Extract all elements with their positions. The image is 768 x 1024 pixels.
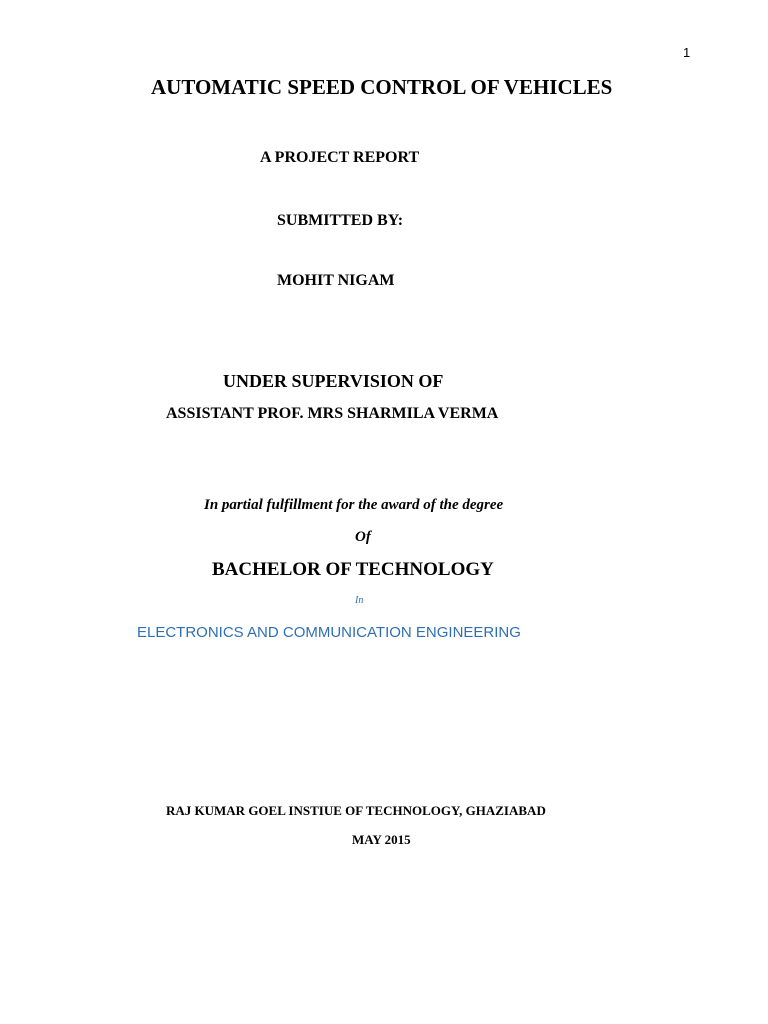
submitted-by-label: SUBMITTED BY: [277, 212, 404, 229]
report-type: A PROJECT REPORT [260, 149, 420, 166]
degree-name: BACHELOR OF TECHNOLOGY [212, 559, 494, 580]
submission-date: MAY 2015 [352, 832, 411, 847]
of-connector: Of [355, 529, 371, 545]
in-connector: In [355, 595, 364, 606]
page-number: 1 [683, 45, 691, 60]
report-title: AUTOMATIC SPEED CONTROL OF VEHICLES [151, 75, 613, 99]
supervision-label: UNDER SUPERVISION OF [223, 371, 444, 391]
branch-name: ELECTRONICS AND COMMUNICATION ENGINEERING [137, 624, 521, 641]
institute-name: RAJ KUMAR GOEL INSTIUE OF TECHNOLOGY, GHAZIABAD [166, 803, 546, 818]
author-name: MOHIT NIGAM [277, 272, 395, 289]
fulfillment-statement: In partial fulfillment for the award of the degree [204, 497, 504, 513]
supervisor-name: ASSISTANT PROF. MRS SHARMILA VERMA [166, 405, 499, 422]
